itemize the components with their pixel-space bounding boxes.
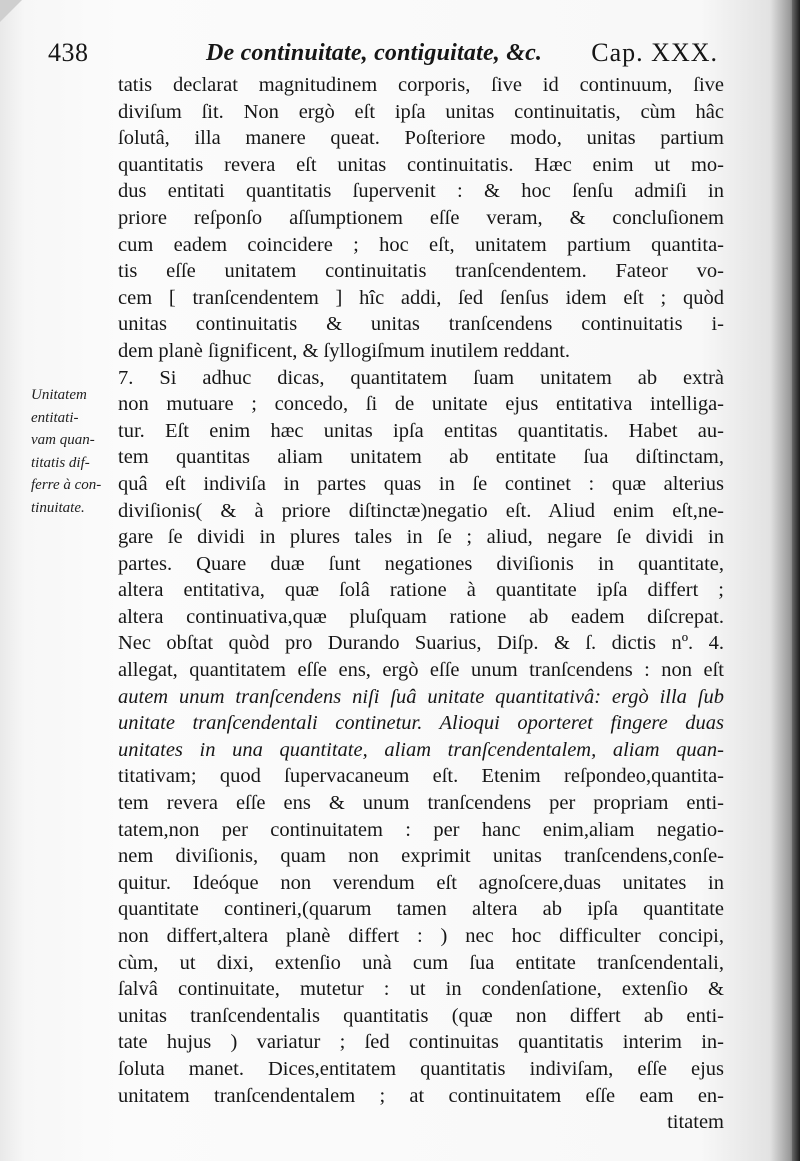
text-line: non mutuare ; concedo, ſi de unitate ejus entitativa intelliga- (118, 393, 724, 416)
margin-note-line: entitati- (31, 409, 79, 426)
text-line: quitur. Ideóque non verendum eſt agnoſcere,duas unitates in (118, 871, 724, 894)
page-number: 438 (48, 38, 89, 67)
folded-corner (0, 0, 22, 22)
text-line: tem quantitas aliam unitatem ab entitate ſua diſtinctam, (118, 446, 724, 469)
text-line-italic: autem unum tranſcendens niſi ſuâ unitate quantitativâ: ergò illa ſub (118, 685, 724, 708)
text-line: gare ſe dividi in plures tales in ſe ; aliud, negare ſe dividi in (118, 526, 724, 549)
text-line: quantitate contineri,(quarum tamen altera ab ipſa quantitate (118, 898, 724, 921)
margin-note-line: tinuitate. (31, 499, 85, 516)
text-line: ſolutâ, illa manere queat. Poſteriore modo, unitas partium (118, 127, 724, 150)
text-line: tem revera eſſe ens & unum tranſcendens per propriam enti- (118, 792, 724, 815)
text-line: dem planè ſignificent, & ſyllogiſmum inutilem reddant. (118, 339, 571, 362)
text-line: nem diviſionis, quam non exprimit unitas tranſcendens,conſe- (118, 845, 724, 868)
margin-note (31, 384, 123, 519)
body-text (118, 72, 724, 1136)
text-line: allegat, quantitatem eſſe ens, ergò eſſe unum tranſcendens : non eſt (118, 659, 724, 682)
text-line: diviſionis( & à priore diſtinctæ)negatio eſt. Aliud enim eſt,ne- (118, 499, 724, 522)
text-line: non differt,altera planè differt : ) nec hoc difficulter concipi, (118, 925, 724, 947)
margin-note-line: titatis dif- (31, 454, 90, 471)
text-line: 7. Si adhuc dicas, quantitatem ſuam unitatem ab extrà (118, 366, 724, 389)
margin-note-line: Unitatem (31, 387, 87, 403)
text-line: diviſum ſit. Non ergò eſt ipſa unitas continuitatis, cùm hâc (118, 100, 724, 123)
text-line: tate hujus ) variatur ; ſed continuitas quantitatis interim in- (118, 1031, 724, 1054)
text-line: tis eſſe unitatem continuitatis tranſcendentem. Fateor vo- (118, 260, 724, 283)
text-line: dus entitati quantitatis ſupervenit : & hoc ſenſu admiſi in (118, 180, 724, 203)
text-line: tatis declarat magnitudinem corporis, ſive id continuum, ſive (118, 74, 724, 96)
page-header (48, 38, 718, 72)
text-line-italic: unitates in una quantitate, aliam tranſcendentalem, aliam quan- (118, 738, 724, 761)
text-line: unitas tranſcendentalis quantitatis (quæ non differt ab enti- (118, 1004, 724, 1027)
text-line: altera entitativa, quæ ſolâ ratione à quantitate ipſa differt ; (118, 579, 724, 602)
text-line: ſoluta manet. Dices,entitatem quantitatis indiviſam, eſſe ejus (118, 1057, 724, 1080)
page-spine-shadow (792, 0, 800, 1161)
text-line: partes. Quare duæ ſunt negationes diviſionis in quantitate, (118, 552, 724, 575)
text-line: altera continuativa,quæ pluſquam ratione ab eadem diſcrepat. (118, 605, 724, 628)
text-line: cem [ tranſcendentem ] hîc addi, ſed ſenſus idem eſt ; quòd (118, 286, 724, 309)
text-line: cùm, ut dixi, extenſio unà cum ſua entitate tranſcendentali, (118, 951, 724, 974)
margin-note-line: vam quan- (31, 432, 95, 448)
text-line: unitatem tranſcendentalem ; at continuitatem eſſe eam en- (118, 1084, 724, 1107)
chapter-label: Cap. XXX. (591, 38, 718, 67)
text-line: quantitatis revera eſt unitas continuitatis. Hæc enim ut mo- (118, 153, 724, 176)
text-line: cum eadem coincidere ; hoc eſt, unitatem partium quantita- (118, 233, 724, 256)
text-line: titativam; quod ſupervacaneum eſt. Etenim reſpondeo,quantita- (118, 765, 724, 788)
text-line: quâ eſt indiviſa in partes quas in ſe continet : quæ alterius (118, 472, 724, 495)
running-title: De continuitate, contiguitate, &c. (206, 40, 543, 66)
text-line-catchword: titatem (667, 1111, 724, 1134)
text-line: unitas continuitatis & unitas tranſcendens continuitatis i- (118, 313, 724, 336)
margin-note-line: ferre à con- (31, 477, 102, 493)
text-line: tatem,non per continuitatem : per hanc enim,aliam negatio- (118, 818, 724, 841)
text-line: Nec obſtat quòd pro Durando Suarius, Diſp. & ſ. dictis nº. 4. (118, 632, 724, 655)
text-line: priore reſponſo aſſumptionem eſſe veram, & concluſionem (118, 206, 724, 229)
text-line: ſalvâ continuitate, mutetur : ut in condenſatione, extenſio & (118, 978, 724, 1001)
text-line: tur. Eſt enim hæc unitas ipſa entitas quantitatis. Habet au- (118, 419, 724, 442)
text-line-italic: unitate tranſcendentali continetur. Alioqui oporteret fingere duas (118, 712, 724, 735)
